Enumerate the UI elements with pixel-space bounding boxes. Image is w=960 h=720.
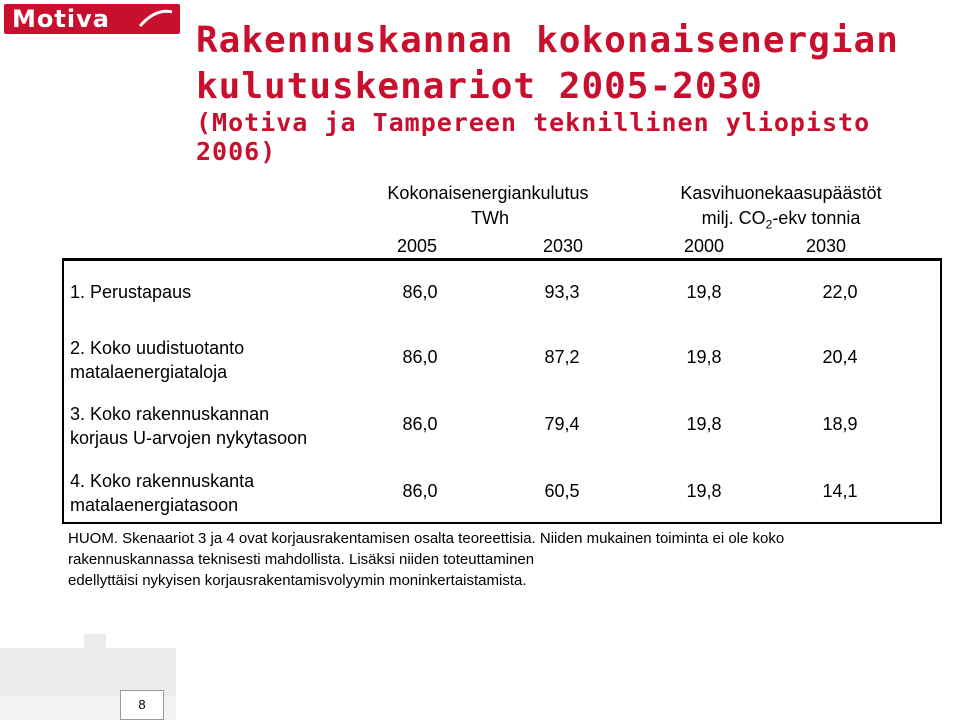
header-emissions-title: Kasvihuonekaasupäästöt	[680, 183, 882, 203]
logo-swoosh-icon	[136, 6, 176, 32]
page-number: 8	[120, 690, 164, 720]
row-3-label	[70, 402, 307, 450]
row-2-value-2: 87,2	[544, 347, 580, 367]
row-1-label-line-1: 1. Perustapaus	[70, 282, 192, 302]
row-2-value-3: 19,8	[686, 347, 722, 367]
row-2-label-line-2: matalaenergiataloja	[70, 362, 228, 382]
footnote-line-2: rakennuskannassa teknisesti mahdollista. Lisäksi niiden toteuttaminen	[68, 551, 535, 568]
row-3-label-line-2: korjaus U-arvojen nykytasoon	[70, 428, 308, 448]
row-4-value-1: 86,0	[402, 481, 438, 501]
header-emissions-year-2: 2030	[805, 236, 847, 256]
header-emissions-year-1: 2000	[683, 236, 725, 256]
row-3-value-3: 19,8	[686, 414, 722, 434]
logo-text: Motiva	[12, 5, 110, 33]
row-2-value-1: 86,0	[402, 347, 438, 367]
title-line-2: kulutuskenariot 2005-2030	[196, 66, 763, 107]
row-4-label-line-2: matalaenergiatasoon	[70, 495, 239, 515]
row-3-value-1: 86,0	[402, 414, 438, 434]
row-1-label	[70, 280, 191, 304]
page-title	[196, 18, 899, 110]
page-subtitle: (Motiva ja Tampereen teknillinen yliopisto 2006)	[196, 108, 871, 166]
row-1-value-3: 19,8	[686, 282, 722, 302]
row-3-value-4: 18,9	[822, 414, 858, 434]
row-4-label-line-1: 4. Koko rakennuskanta	[70, 471, 255, 491]
emissions-unit-sub: 2	[765, 217, 773, 232]
row-4-value-4: 14,1	[822, 481, 858, 501]
header-energy-year-2: 2030	[542, 236, 584, 256]
row-4-value-2: 60,5	[544, 481, 580, 501]
row-3-value-2: 79,4	[544, 414, 580, 434]
row-1-value-2: 93,3	[544, 282, 580, 302]
row-3-label-line-1: 3. Koko rakennuskannan	[70, 404, 270, 424]
motiva-logo	[4, 4, 180, 34]
header-energy-unit: TWh	[471, 208, 509, 228]
row-2-value-4: 20,4	[822, 347, 858, 367]
footnote	[68, 528, 888, 591]
row-4-label	[70, 469, 254, 517]
row-4-value-3: 19,8	[686, 481, 722, 501]
row-1-value-4: 22,0	[822, 282, 858, 302]
header-emissions-unit	[650, 208, 912, 232]
emissions-unit-prefix: milj. CO	[701, 208, 766, 228]
row-1-value-1: 86,0	[402, 282, 438, 302]
footnote-line-3: edellyttäisi nykyisen korjausrakentamisvolyymin moninkertaistamista.	[68, 572, 527, 589]
header-energy-title: Kokonaisenergiankulutus	[387, 183, 589, 203]
row-2-label	[70, 336, 244, 384]
header-energy-year-1: 2005	[396, 236, 438, 256]
emissions-unit-suffix: -ekv tonnia	[772, 208, 861, 228]
title-line-1: Rakennuskannan kokonaisenergian	[196, 20, 899, 61]
footnote-line-1: HUOM. Skenaariot 3 ja 4 ovat korjausrakentamisen osalta teoreettisia. Niiden mukainen toiminta ei ole koko	[68, 530, 785, 547]
footer-decoration	[0, 648, 176, 696]
row-2-label-line-1: 2. Koko uudistuotanto	[70, 338, 245, 358]
